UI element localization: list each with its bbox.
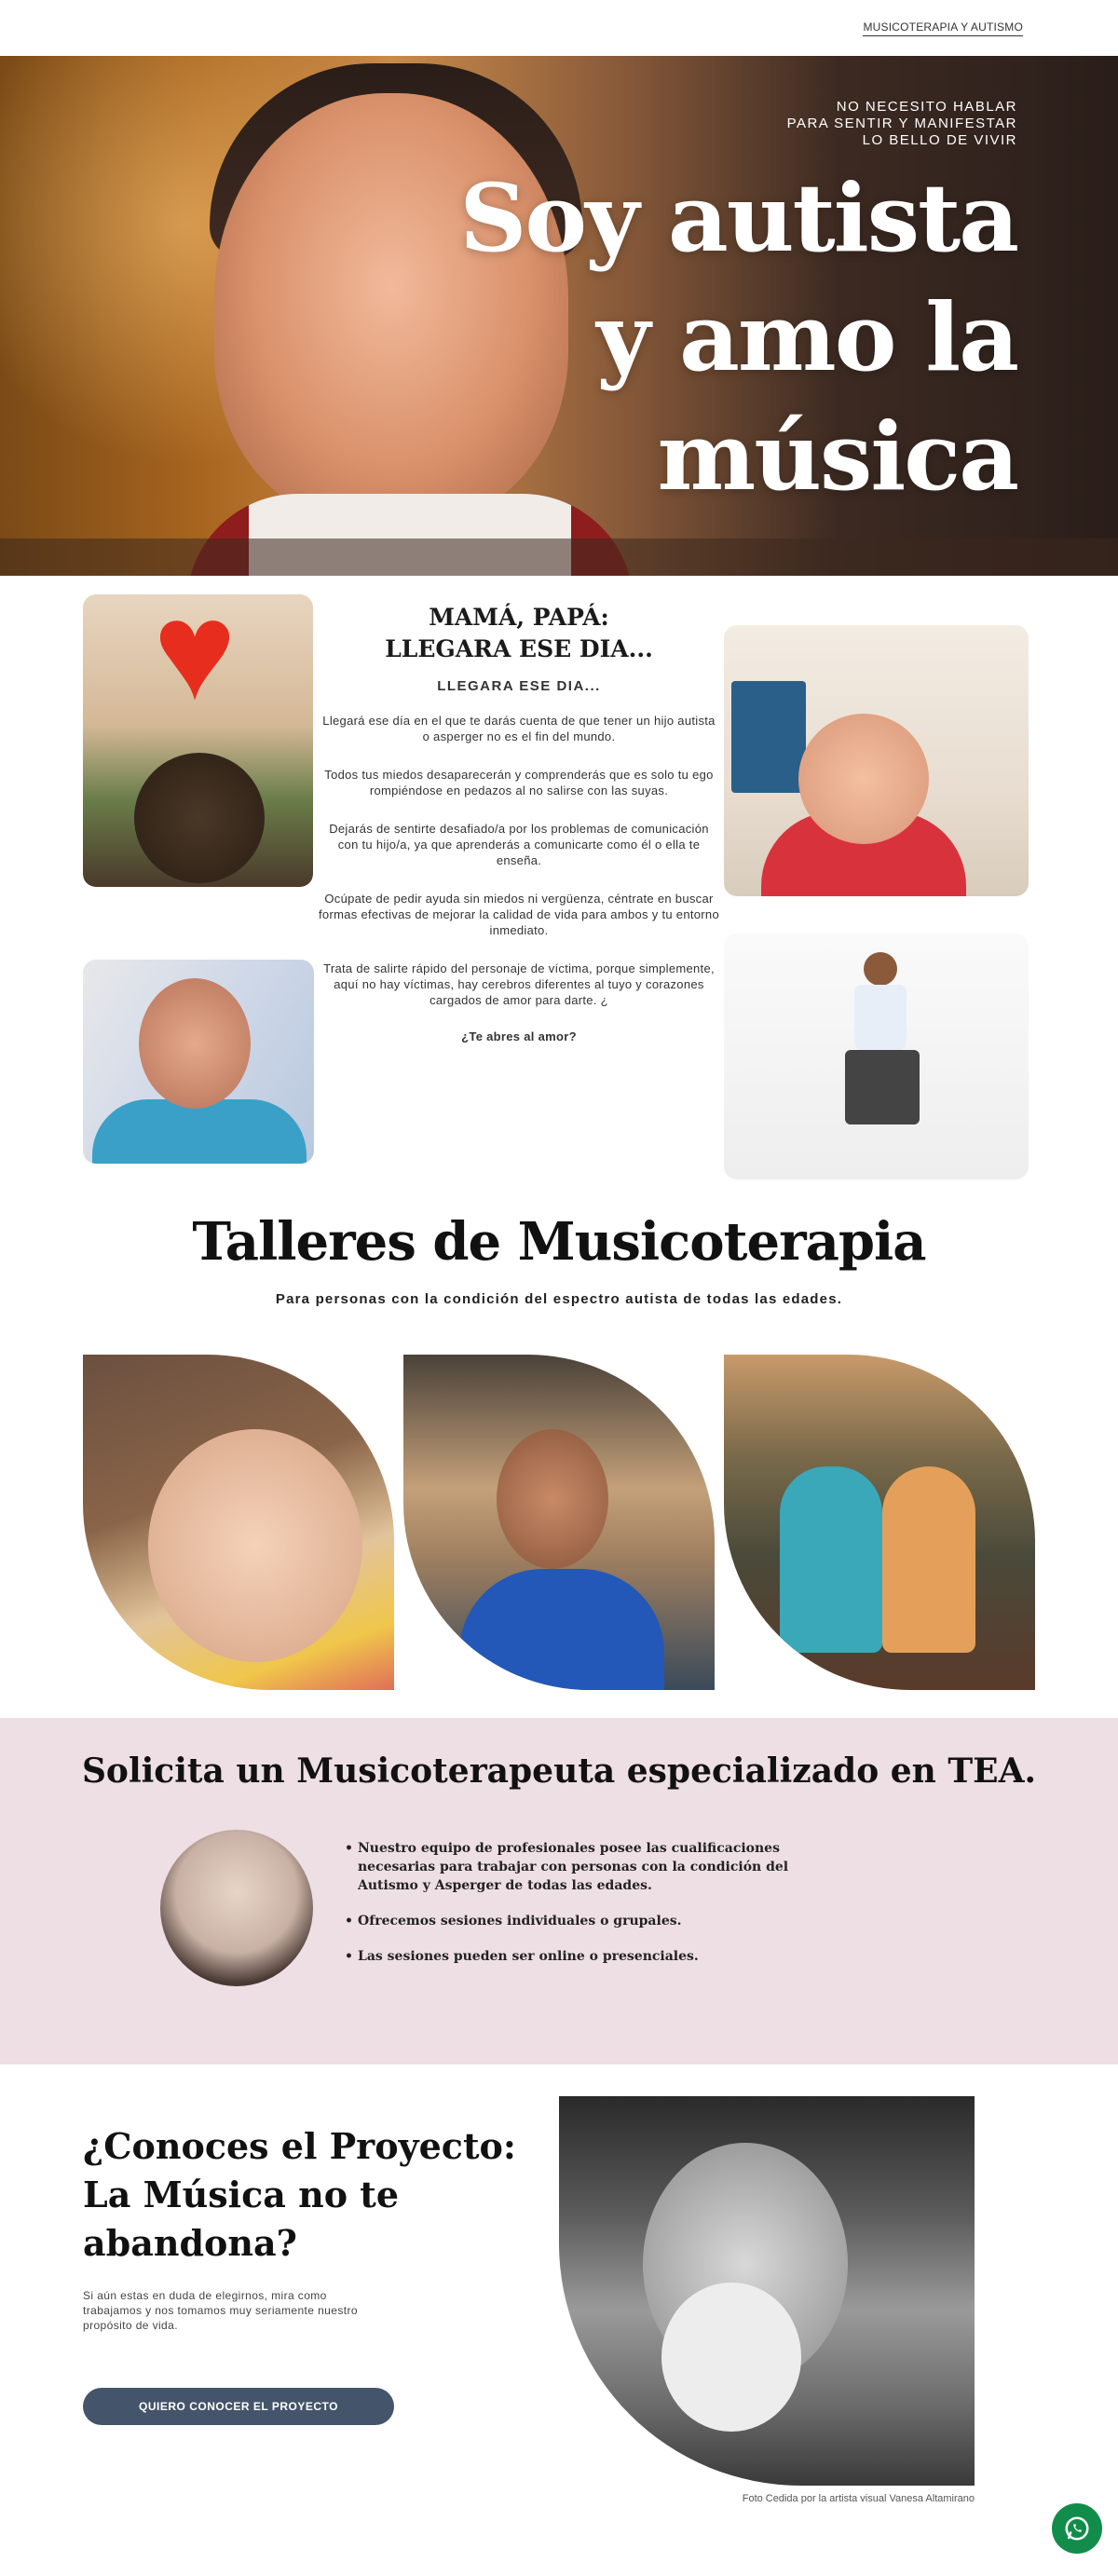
hero-banner xyxy=(0,56,1118,576)
hero-bottom-strip xyxy=(0,538,1118,576)
intro-paragraph: Llegará ese día en el que te darás cuenta de que tener un hijo autista o asperger no es el fin del mundo. xyxy=(322,714,716,743)
hero-title: Soy autista y amo la música xyxy=(459,163,1017,511)
list-item: • Las sesiones pueden ser online o presenciales. xyxy=(345,1947,792,1966)
top-nav xyxy=(0,0,1118,56)
talleres-title: Talleres de Musicoterapia xyxy=(192,1211,926,1273)
proyecto-text: Si aún estas en duda de elegirnos, mira como trabajamos y nos tomamos muy seriamente nuestro propósito de vida. xyxy=(83,2289,358,2332)
talleres-subtitle: Para personas con la condición del espectro autista de todas las edades. xyxy=(275,1291,843,1307)
intro-paragraph: Dejarás de sentirte desafiado/a por los problemas de comunicación con tu hijo/a, ya que aprenderás a comunicarte como él o ella te enseña. xyxy=(329,822,709,867)
photo-young-man xyxy=(403,1355,715,1690)
solicita-section xyxy=(0,1718,1118,2065)
conocer-proyecto-button[interactable]: QUIERO CONOCER EL PROYECTO xyxy=(83,2388,394,2425)
photo-child-smiling xyxy=(83,1355,394,1690)
therapist-avatar xyxy=(160,1830,313,1986)
solicita-title: Solicita un Musicoterapeuta especializado en TEA. xyxy=(81,1751,1037,1791)
intro-heading: MAMÁ, PAPÁ: LLEGARA ESE DIA... xyxy=(385,604,653,662)
nav-link-musicoterapia[interactable]: MUSICOTERAPIA Y AUTISMO xyxy=(863,20,1023,36)
intro-subheading: LLEGARA ESE DIA... xyxy=(437,678,601,694)
photo-child-bw xyxy=(559,2096,975,2486)
list-item: • Nuestro equipo de profesionales posee las cualificaciones necesarias para trabajar con personas con la condición del Autismo y Asperger de todas las edades. xyxy=(345,1839,792,1895)
intro-paragraph: Trata de salirte rápido del personaje de víctima, porque simplemente, aquí no hay víctimas, hay cerebros diferentes al tuyo y corazones cargados de amor para darte. ¿ xyxy=(323,961,715,1007)
solicita-list xyxy=(345,1839,792,1983)
whatsapp-button[interactable] xyxy=(1052,2503,1102,2554)
photo-two-women xyxy=(724,1355,1035,1690)
intro-question: ¿Te abres al amor? xyxy=(461,1029,577,1043)
proyecto-title: ¿Conoces el Proyecto: La Música no te abandona? xyxy=(83,2125,516,2264)
photo-grandmother xyxy=(83,960,314,1164)
photo-child-jumping xyxy=(724,934,1029,1179)
intro-paragraph: Ocúpate de pedir ayuda sin miedos ni vergüenza, céntrate en buscar formas efectivas de mejorar la calidad de vida para ambos y tu entorno inmediato. xyxy=(319,892,719,937)
photo-child-heart xyxy=(83,594,313,887)
list-item: • Ofrecemos sesiones individuales o grupales. xyxy=(345,1912,792,1930)
hero-tagline: NO NECESITO HABLAR PARA SENTIR Y MANIFESTAR LO BELLO DE VIVIR xyxy=(786,99,1017,148)
intro-paragraph: Todos tus miedos desaparecerán y comprenderás que es solo tu ego rompiéndose en pedazos al no salirse con las suyas. xyxy=(324,768,714,797)
heart-icon: ♥ xyxy=(153,594,237,729)
whatsapp-icon xyxy=(1063,2515,1091,2542)
photo-child-headphones xyxy=(724,625,1029,896)
photo-caption: Foto Cedida por la artista visual Vanesa Altamirano xyxy=(742,2493,975,2504)
intro-text xyxy=(314,602,724,1044)
